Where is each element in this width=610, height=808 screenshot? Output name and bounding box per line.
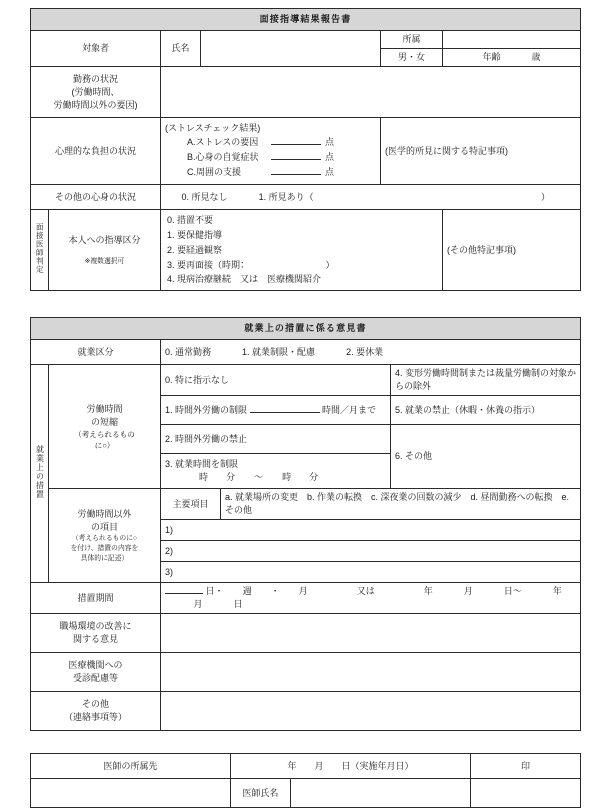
work-category-option-0[interactable]: 0. 通常勤務 — [165, 346, 212, 357]
period-or: 又は — [356, 586, 375, 597]
opinion-vertical-label: 就業上の措置 — [31, 365, 49, 583]
hours-option-3-time-from[interactable]: 時 分 — [199, 472, 236, 483]
stress-item-b-input[interactable] — [271, 159, 321, 160]
guidance-label: 本人への指導区分 — [68, 234, 141, 245]
subject-name-label: 氏名 — [161, 31, 201, 67]
age-cell[interactable] — [443, 49, 581, 67]
hours-option-3-time[interactable] — [165, 471, 386, 484]
work-category-options — [161, 340, 581, 365]
others-label-line2: （連絡事項等） — [63, 712, 127, 723]
period-year2[interactable]: 年 — [552, 586, 562, 597]
period-day-from[interactable]: 日～ — [503, 586, 522, 597]
work-category-option-1[interactable]: 1. 就業制限・配慮 — [242, 346, 316, 357]
guidance-option-2[interactable]: 2. 要経過観察 — [167, 244, 223, 255]
hours-option-0[interactable]: 0. 特に指示なし — [161, 365, 391, 396]
hours-option-3-cell — [161, 454, 391, 489]
guidance-option-0[interactable]: 0. 措置不要 — [167, 215, 214, 226]
hours-option-1-input[interactable] — [250, 412, 320, 413]
workplace-improvement-label-line1: 職場環境の改善に — [59, 621, 132, 632]
other-items-entry-2[interactable] — [161, 541, 581, 562]
hours-reduction-label-line3: （考えられるもの — [74, 429, 135, 439]
period-unit-day[interactable]: 日・ — [205, 586, 224, 597]
other-condition-option-found[interactable]: 1. 所見あり（ — [258, 191, 314, 202]
work-category-option-2[interactable]: 2. 要休業 — [346, 346, 384, 357]
hours-reduction-label-line1: 労働時間 — [86, 403, 123, 414]
period-sep: ・ — [270, 586, 280, 597]
hours-option-6-cell[interactable] — [391, 425, 581, 489]
period-fields — [161, 583, 581, 614]
main-item-label: 主要項目 — [161, 489, 221, 520]
workplace-improvement-label — [31, 614, 161, 653]
period-day2[interactable]: 日 — [233, 599, 243, 610]
doctor-name-row — [31, 779, 581, 808]
work-status-row — [31, 67, 581, 118]
doctor-name-label: 医師氏名 — [231, 779, 291, 808]
other-note-cell[interactable] — [443, 210, 581, 291]
hours-reduction-label-line4: に○） — [94, 440, 115, 450]
stress-item-c-input[interactable] — [271, 174, 321, 175]
stress-item-c-label: C.周囲の支援 — [187, 167, 242, 178]
others-input[interactable] — [161, 692, 581, 731]
work-status-input[interactable] — [161, 67, 581, 118]
medical-referral-input[interactable] — [161, 653, 581, 692]
doctor-affiliation-input[interactable] — [31, 779, 231, 808]
hours-reduction-label — [49, 365, 161, 489]
report-title: 面接指導結果報告書 — [31, 9, 581, 31]
hours-option-1-suffix: 時間／月まで — [322, 404, 377, 415]
period-unit-month[interactable]: 月 — [298, 586, 308, 597]
mental-burden-row — [31, 118, 581, 185]
hours-option-3[interactable]: 3. 就業時間を制限 — [165, 459, 239, 470]
guidance-label-cell — [49, 210, 161, 291]
subject-label: 対象者 — [31, 31, 161, 67]
other-condition-label: その他の心身の状況 — [31, 185, 161, 210]
stress-item-b — [187, 150, 376, 165]
age-unit: 歳 — [531, 52, 541, 63]
medical-referral-label — [31, 653, 161, 692]
medical-note-header: (医学的所見に関する特記事項) — [385, 145, 508, 156]
period-label: 措置期間 — [31, 583, 161, 614]
doctor-signature-table — [30, 753, 581, 808]
seal-input[interactable] — [471, 779, 581, 808]
period-number-input[interactable] — [165, 593, 203, 594]
period-year[interactable]: 年 — [423, 586, 433, 597]
medical-note-cell[interactable] — [381, 118, 581, 185]
stress-check-cell — [161, 118, 381, 185]
work-status-label — [31, 67, 161, 118]
interview-report-table — [30, 8, 581, 291]
hours-option-3-tilde: ～ — [254, 472, 264, 483]
other-condition-options — [161, 185, 581, 210]
work-status-label-line3: 労働時間以外の要因) — [53, 99, 138, 110]
other-items-choices[interactable]: a. 就業場所の変更 b. 作業の転換 c. 深夜業の回数の減少 d. 昼間勤務への転換 e. その他 — [221, 489, 581, 520]
work-category-row — [31, 340, 581, 365]
gender-label[interactable]: 男・女 — [381, 49, 443, 67]
other-items-entry-1[interactable] — [161, 520, 581, 541]
medical-referral-row — [31, 653, 581, 692]
other-items-entry-3[interactable] — [161, 562, 581, 583]
medical-referral-label-line1: 医療機関への — [68, 660, 123, 671]
age-label: 年齢 — [482, 52, 501, 63]
stress-item-a-unit: 点 — [325, 136, 335, 147]
stress-item-b-label: B.心身の自覚症状 — [187, 152, 259, 163]
other-items-header-row — [31, 489, 581, 520]
hours-option-2[interactable]: 2. 時間外労働の禁止 — [161, 425, 391, 454]
hours-option-1[interactable]: 1. 時間外労働の制限 — [165, 404, 248, 415]
medical-referral-label-line2: 受診配慮等 — [72, 673, 118, 684]
seal-label: 印 — [471, 754, 581, 779]
doctor-judgement-row — [31, 210, 581, 291]
other-items-label-line2: の項目 — [90, 522, 118, 533]
period-unit-week[interactable]: 週 — [242, 586, 252, 597]
hours-option-6[interactable]: 6. その他 — [395, 451, 433, 462]
stress-item-a-label: A.ストレスの要因 — [187, 136, 259, 147]
hours-reduction-label-line2: の短縮 — [90, 416, 118, 427]
guidance-option-3[interactable]: 3. 要再面接（時期： ） — [167, 259, 335, 270]
hours-option-5[interactable]: 5. 就業の禁止（休暇・休養の指示） — [391, 396, 581, 425]
guidance-option-1[interactable]: 1. 要保健指導 — [167, 229, 223, 240]
other-items-note2: を付け、措置の内容を — [70, 544, 139, 552]
work-status-label-line2: (労働時間、 — [71, 86, 120, 97]
stress-item-a-input[interactable] — [271, 144, 321, 145]
mental-burden-label: 心理的な負担の状況 — [31, 118, 161, 185]
guidance-options — [161, 210, 443, 291]
doctor-affiliation-row — [31, 754, 581, 779]
doctor-judgement-vertical-label: 面接医師判定 — [31, 210, 49, 291]
others-label — [31, 692, 161, 731]
subject-name-row — [31, 31, 581, 49]
work-category-label: 就業区分 — [31, 340, 161, 365]
other-items-label — [49, 489, 161, 583]
period-month2[interactable]: 月 — [193, 599, 203, 610]
others-label-line1: その他 — [81, 699, 109, 710]
work-measures-opinion-table — [30, 317, 581, 731]
stress-item-a — [187, 135, 376, 150]
other-condition-option-none[interactable]: 0. 所見なし — [181, 191, 228, 202]
implementation-date-label[interactable]: 年 月 日（実施年月日） — [231, 754, 471, 779]
guidance-option-4[interactable]: 4. 現病治療継続 又は 医療機関紹介 — [167, 274, 322, 285]
affiliation-label: 所属 — [381, 31, 443, 49]
other-items-note1: （考えられるものに○ — [71, 535, 138, 543]
other-condition-row — [31, 185, 581, 210]
stress-check-header: (ストレスチェック結果) — [165, 122, 261, 133]
others-row — [31, 692, 581, 731]
stress-item-c — [187, 165, 376, 180]
workplace-improvement-row — [31, 614, 581, 653]
report-title-row — [31, 9, 581, 31]
stress-item-b-unit: 点 — [325, 152, 335, 163]
doctor-affiliation-label: 医師の所属先 — [31, 754, 231, 779]
hours-option-3-time-to[interactable]: 時 分 — [282, 472, 319, 483]
affiliation-input[interactable] — [443, 31, 581, 49]
other-items-entry-3-num: 3) — [165, 566, 174, 577]
other-condition-option-close: ） — [540, 191, 550, 202]
hours-reduction-row-0 — [31, 365, 581, 396]
other-note-header: (その他特記事項) — [447, 244, 516, 255]
hours-option-4[interactable]: 4. 変形労働時間制または裁量労働制の対象からの除外 — [391, 365, 581, 396]
subject-name-input[interactable] — [201, 31, 381, 67]
other-items-entry-2-num: 2) — [165, 545, 174, 556]
other-items-note3: 具体的に記述） — [80, 554, 129, 562]
work-status-label-line1: 勤務の状況 — [72, 73, 118, 84]
period-row — [31, 583, 581, 614]
workplace-improvement-input[interactable] — [161, 614, 581, 653]
other-items-label-line1: 労働時間以外 — [77, 509, 132, 520]
guidance-note: ※複数選択可 — [84, 257, 125, 265]
stress-item-c-unit: 点 — [325, 167, 335, 178]
opinion-title-row — [31, 318, 581, 340]
opinion-title: 就業上の措置に係る意見書 — [31, 318, 581, 340]
hours-option-1-cell — [161, 396, 391, 425]
stress-check-list — [165, 135, 376, 181]
other-items-entry-1-num: 1) — [165, 524, 174, 535]
workplace-improvement-label-line2: 関する意見 — [72, 634, 118, 645]
period-month[interactable]: 月 — [463, 586, 473, 597]
doctor-name-input[interactable] — [291, 779, 471, 808]
